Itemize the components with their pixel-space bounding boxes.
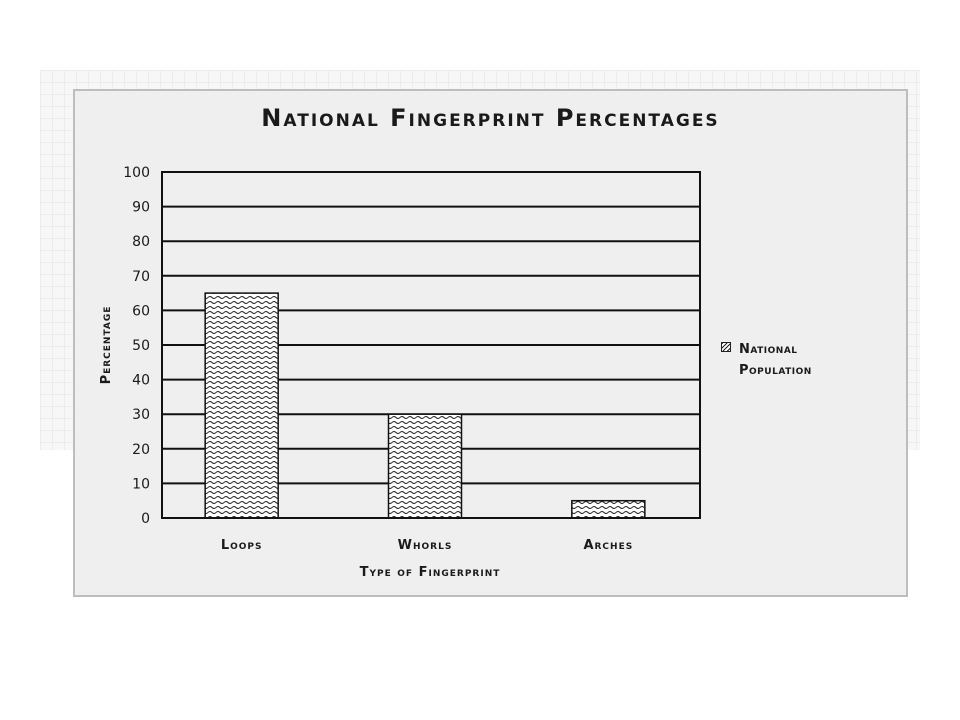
legend-label: National Population: [739, 342, 812, 378]
y-tick-label: 80: [132, 234, 150, 251]
chart-title: National Fingerprint Percentages: [261, 104, 720, 132]
y-axis-label: Percentage: [99, 305, 114, 385]
bar-arches: [572, 501, 645, 518]
y-tick-label: 40: [132, 372, 150, 389]
bar-loops: [205, 293, 278, 518]
y-tick-label: 10: [132, 476, 150, 493]
x-axis-label: Type of Fingerprint: [359, 565, 501, 580]
y-tick-label: 20: [132, 441, 150, 458]
legend-swatch-icon: [721, 342, 731, 352]
y-tick-label: 30: [132, 407, 150, 424]
y-tick-label: 50: [132, 338, 150, 354]
x-tick-label: Whorls: [397, 538, 453, 553]
x-tick-label: Arches: [583, 538, 634, 553]
x-tick-label: Loops: [220, 538, 263, 553]
y-tick-label: 100: [123, 165, 150, 181]
y-tick-label: 0: [141, 511, 150, 527]
y-tick-label: 60: [132, 303, 150, 320]
y-tick-label: 70: [132, 268, 150, 285]
bar-whorls: [389, 414, 462, 518]
y-tick-label: 90: [132, 199, 150, 216]
